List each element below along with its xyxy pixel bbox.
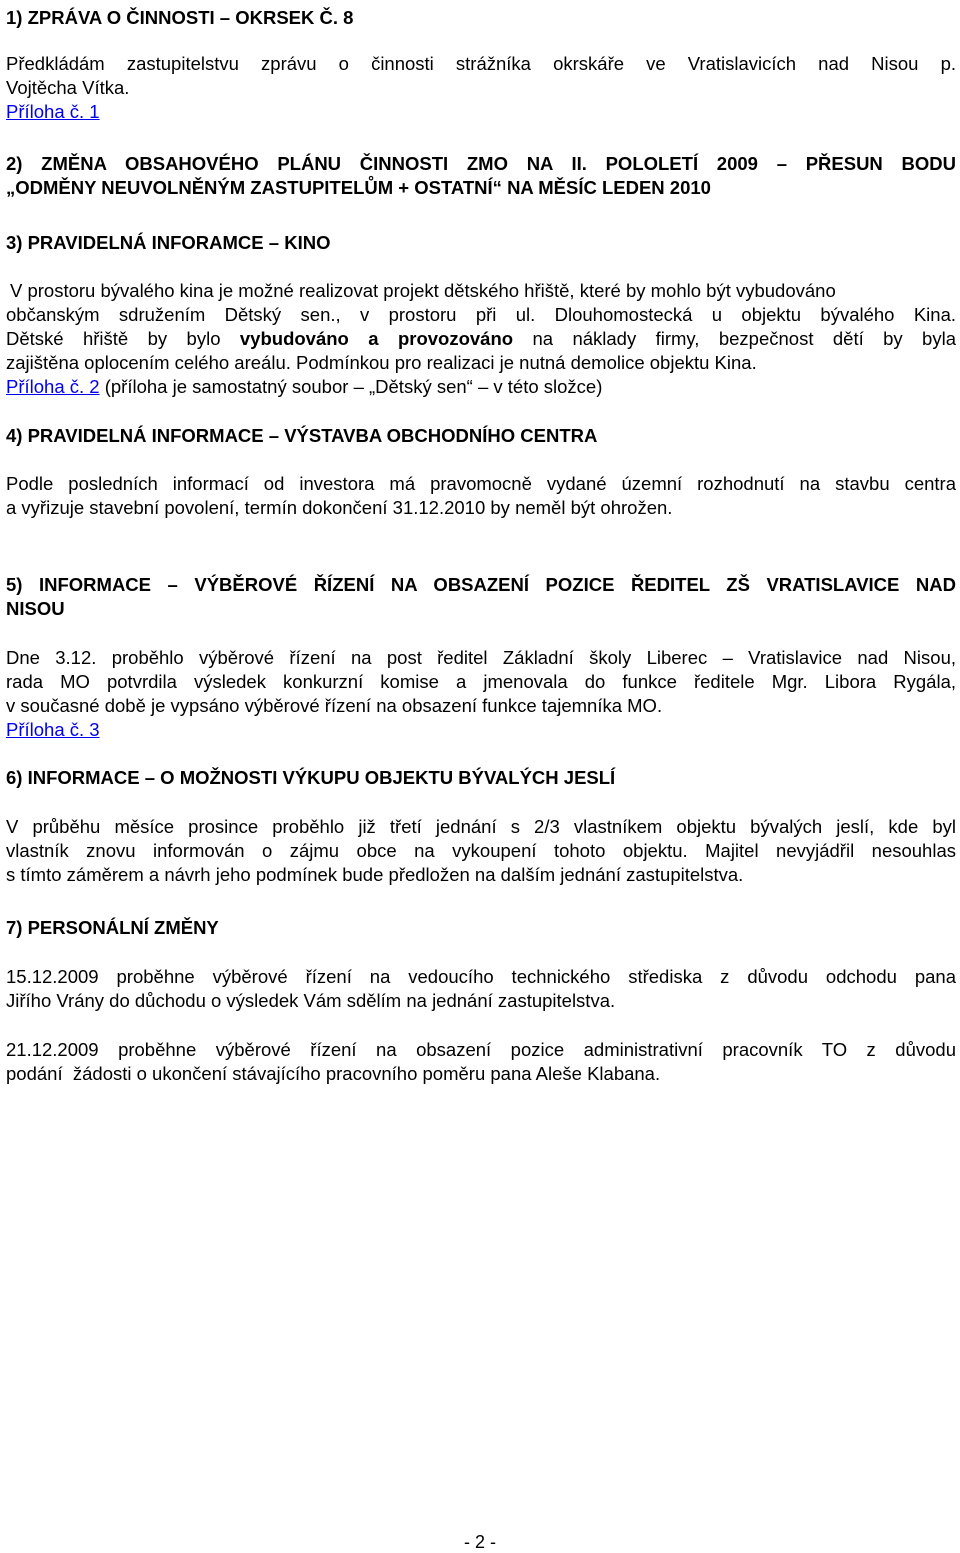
section-3-bold-built: vybudováno xyxy=(239,328,349,349)
section-7-title: 7) PERSONÁLNÍ ZMĚNY xyxy=(6,917,219,938)
section-7-para-1-line-2: Jiřího Vrány do důchodu o výsledek Vám sdělím na jednání zastupitelstva. xyxy=(6,990,616,1011)
section-7-para-2-line-1: 21.12.2009 proběhne výběrové řízení na obsazení pozice administrativní pracovník TO z důvodu xyxy=(6,1039,956,1060)
section-3-line-3-text-c: na náklady firmy, bezpečnost dětí by byla xyxy=(513,328,956,349)
section-3-text xyxy=(6,279,956,399)
section-7-para-1-line-1: 15.12.2009 proběhne výběrové řízení na vedoucího technického střediska z důvodu odchodu pana xyxy=(6,966,956,987)
section-2-title-line-1: 2) ZMĚNA OBSAHOVÉHO PLÁNU ČINNOSTI ZMO NA II. POLOLETÍ 2009 – PŘESUN BODU xyxy=(6,153,956,174)
section-3-line-3-space xyxy=(349,328,368,349)
section-5-line-3: v současné době je vypsáno výběrové řízení na obsazení funkce tajemníka MO. xyxy=(6,695,663,716)
section-3-line-3-text-a: Dětské hřiště by bylo xyxy=(6,328,240,349)
section-3-line-4: zajištěna oplocením celého areálu. Podmínkou pro realizaci je nutná demolice objektu Kina. xyxy=(6,352,757,373)
section-4-line-2: a vyřizuje stavební povolení, termín dokončení 31.12.2010 by neměl být ohrožen. xyxy=(6,497,673,518)
section-2-title-line-2: „ODMĚNY NEUVOLNĚNÝM ZASTUPITELŮM + OSTATNÍ“ NA MĚSÍC LEDEN 2010 xyxy=(6,177,711,198)
attachment-3-link[interactable]: Příloha č. 3 xyxy=(6,719,100,740)
section-1-text-line-1: Předkládám zastupitelstvu zprávu o činnosti strážníka okrskáře ve Vratislavicích nad Nisou p. xyxy=(6,53,956,74)
attachment-1-link[interactable]: Příloha č. 1 xyxy=(6,101,100,122)
section-5-line-1: Dne 3.12. proběhlo výběrové řízení na post ředitel Základní školy Liberec – Vratislavice nad Nisou, xyxy=(6,647,956,668)
section-6-text xyxy=(6,815,956,887)
section-5-line-2: rada MO potvrdila výsledek konkurzní komise a jmenovala do funkce ředitele Mgr. Libora Rygála, xyxy=(6,671,956,692)
section-7-paragraph-1 xyxy=(6,965,956,1013)
section-2-title xyxy=(6,152,956,200)
section-5-title xyxy=(6,573,956,621)
section-4-text xyxy=(6,472,956,520)
section-3-line-2: občanským sdružením Dětský sen., v prostoru při ul. Dlouhomostecká u objektu bývalého Kina. xyxy=(6,304,956,325)
section-5-title-line-2: NISOU xyxy=(6,598,65,619)
section-6-line-3: s tímto záměrem a návrh jeho podmínek bude předložen na dalším jednání zastupitelstva. xyxy=(6,864,744,885)
section-5-text xyxy=(6,646,956,742)
section-4-title: 4) PRAVIDELNÁ INFORMACE – VÝSTAVBA OBCHODNÍHO CENTRA xyxy=(6,425,598,446)
section-7-para-2-line-2: podání žádosti o ukončení stávajícího pracovního poměru pana Aleše Klabana. xyxy=(6,1063,661,1084)
section-1-title: 1) ZPRÁVA O ČINNOSTI – OKRSEK Č. 8 xyxy=(6,7,354,28)
section-3-line-3 xyxy=(6,327,956,351)
section-4-line-1: Podle posledních informací od investora má pravomocně vydané územní rozhodnutí na stavbu centra xyxy=(6,473,956,494)
section-3-line-1: V prostoru bývalého kina je možné realizovat projekt dětského hřiště, které by mohlo být vybudováno xyxy=(10,280,836,301)
section-6-title: 6) INFORMACE – O MOŽNOSTI VÝKUPU OBJEKTU BÝVALÝCH JESLÍ xyxy=(6,767,616,788)
section-1-text xyxy=(6,52,956,124)
page-number: - 2 - xyxy=(463,1532,496,1552)
section-3-title: 3) PRAVIDELNÁ INFORAMCE – KINO xyxy=(6,232,331,253)
attachment-2-note: (příloha je samostatný soubor – „Dětský sen“ – v této složce) xyxy=(99,376,603,397)
attachment-2-link[interactable]: Příloha č. 2 xyxy=(6,376,100,397)
section-6-line-1: V průběhu měsíce prosince proběhlo již třetí jednání s 2/3 vlastníkem objektu bývalých jeslí, kde byl xyxy=(6,816,956,837)
section-5-title-line-1: 5) INFORMACE – VÝBĚROVÉ ŘÍZENÍ NA OBSAZENÍ POZICE ŘEDITEL ZŠ VRATISLAVICE NAD xyxy=(6,574,956,595)
section-3-bold-operated: a provozováno xyxy=(368,328,514,349)
section-6-line-2: vlastník znovu informován o zájmu obce na vykoupení tohoto objektu. Majitel nevyjádřil nesouhlas xyxy=(6,840,956,861)
section-7-paragraph-2 xyxy=(6,1038,956,1086)
section-1-text-line-2: Vojtěcha Vítka. xyxy=(6,77,130,98)
